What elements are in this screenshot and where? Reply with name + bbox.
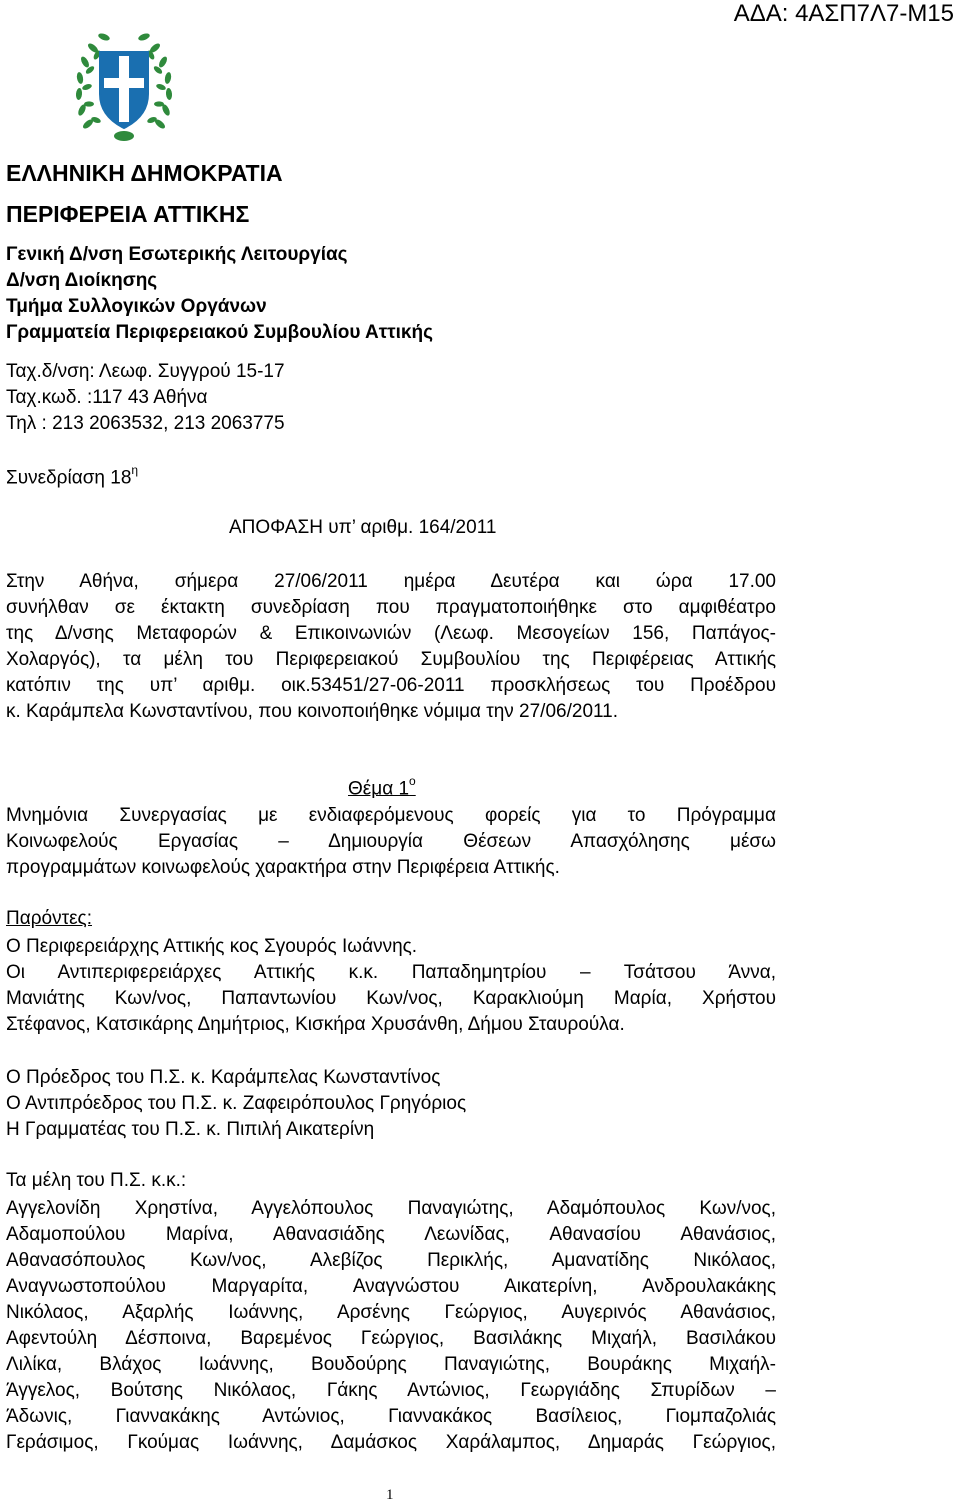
board-paragraph [6, 1065, 776, 1143]
theme-heading: Θέμα $1^o$ [348, 774, 416, 800]
ada-code: ΑΔΑ: 4ΑΣΠ7Λ7-Μ15 [733, 0, 954, 27]
theme-line: Κοινωφελούς Εργασίας – Δημιουργία Θέσεων Απασχόλησης μέσω [6, 831, 776, 852]
header-state: ΕΛΛΗΝΙΚΗ ΔΗΜΟΚΡΑΤΙΑ [6, 160, 283, 186]
page-number: 1 [386, 1487, 394, 1503]
intro-line: κατόπιν της υπ’ αριθμ. οικ.53451/27-06-2011 προσκλήσεως του Προέδρου [6, 675, 776, 696]
session-label: Συνεδρίαση $18^\eta$ [6, 463, 139, 489]
intro-line: Στην Αθήνα, σήμερα 27/06/2011 ημέρα Δευτέρα και ώρα 17.00 [6, 571, 776, 592]
board-line: Η Γραμματέας του Π.Σ. κ. Πιπιλή Αικατερίνη [6, 1119, 375, 1140]
header-dept-administration: Δ/νση Διοίκησης [6, 270, 158, 291]
theme-paragraph [6, 803, 776, 881]
header-dept-general: Γενική Δ/νση Εσωτερικής Λειτουργίας [6, 244, 348, 265]
intro-paragraph [6, 569, 776, 725]
intro-line: Χολαργός), τα μέλη του Περιφερειακού Συμβουλίου της Περιφέρειας Αττικής [6, 649, 776, 670]
members-line: Γεράσιμος, Γκούμας Ιωάννης, Δαμάσκος Χαράλαμπος, Δημαράς Γεώργιος, [6, 1432, 776, 1453]
members-line: Αδαμοπούλου Μαρίνα, Αθανασιάδης Λεωνίδας, Αθανασίου Αθανάσιος, [6, 1224, 776, 1245]
theme-line: προγραμμάτων κοινωφελούς χαρακτήρα στην Περιφέρεια Αττικής. [6, 857, 560, 878]
header-phone: Τηλ : 213 2063532, 213 2063775 [6, 413, 285, 434]
members-line: Λιλίκα, Βλάχος Ιωάννης, Βουδούρης Παναγιώτης, Βουράκης Μιχαήλ- [6, 1354, 776, 1375]
present-line: Στέφανος, Κατσικάρης Δημήτριος, Κισκήρα Χρυσάνθη, Δήμου Σταυρούλα. [6, 1014, 625, 1035]
present-paragraph [6, 934, 776, 1038]
members-line: Αφεντούλη Δέσποινα, Βαρεμένος Γεώργιος, Βασιλάκης Μιχαήλ, Βασιλάκου [6, 1328, 776, 1349]
members-line: Αναγνωστοπούλου Μαργαρίτα, Αναγνώστου Αικατερίνη, Ανδρουλακάκης [6, 1276, 776, 1297]
theme-line: Μνημόνια Συνεργασίας με ενδιαφερόμενους φορείς για το Πρόγραμμα [6, 805, 776, 826]
board-line: Ο Πρόεδρος του Π.Σ. κ. Καράμπελας Κωνσταντίνος [6, 1067, 441, 1088]
decision-title: ΑΠΟΦΑΣΗ υπ’ αριθμ. 164/2011 [229, 517, 497, 538]
members-line: Άγγελος, Βούτσης Νικόλαος, Γάκης Αντώνιος, Γεωργιάδης Σπυρίδων – [6, 1380, 776, 1401]
intro-line: της Δ/νσης Μεταφορών & Επικοινωνιών (Λεωφ. Μεσογείων 156, Παπάγος- [6, 623, 776, 644]
present-line: Ο Περιφερειάρχης Αττικής κος Σγουρός Ιωάννης. [6, 936, 418, 957]
present-line: Μανιάτης Κων/νος, Παπαντωνίου Κων/νος, Καρακλιούμη Μαρία, Χρήστου [6, 988, 776, 1009]
header-address: Ταχ.δ/νση: Λεωφ. Συγγρού 15-17 [6, 361, 285, 382]
header-dept-section: Τμήμα Συλλογικών Οργάνων [6, 296, 267, 317]
members-line: Αγγελονίδη Χρηστίνα, Αγγελόπουλος Παναγιώτης, Αδαμόπουλος Κων/νος, [6, 1198, 776, 1219]
header-region: ΠΕΡΙΦΕΡΕΙΑ ΑΤΤΙΚΗΣ [6, 201, 250, 227]
members-line: Άδωνις, Γιαννακάκης Αντώνιος, Γιαννακάκος Βασίλειος, Γιομπαζολιάς [6, 1406, 776, 1427]
present-line: Οι Αντιπεριφερειάρχες Αττικής κ.κ. Παπαδημητρίου – Τσάτσου Άννα, [6, 962, 776, 983]
header-postcode: Ταχ.κωδ. :117 43 Αθήνα [6, 387, 208, 408]
greek-coat-of-arms-icon [74, 24, 174, 152]
header-dept-secretariat: Γραμματεία Περιφερειακού Συμβουλίου Αττικής [6, 322, 434, 343]
members-label: Τα μέλη του Π.Σ. κ.κ.: [6, 1170, 187, 1191]
members-paragraph [6, 1196, 776, 1456]
intro-line: συνήλθαν σε έκτακτη συνεδρίαση που πραγματοποιήθηκε στο αμφιθέατρο [6, 597, 776, 618]
members-line: Αθανασόπουλος Κων/νος, Αλεβίζος Περικλής, Αμανατίδης Νικόλαος, [6, 1250, 776, 1271]
present-label: Παρόντες: [6, 908, 92, 929]
board-line: Ο Αντιπρόεδρος του Π.Σ. κ. Ζαφειρόπουλος Γρηγόριος [6, 1093, 467, 1114]
members-line: Νικόλαος, Αξαρλής Ιωάννης, Αρσένης Γεώργιος, Αυγερινός Αθανάσιος, [6, 1302, 776, 1323]
intro-line: κ. Καράμπελα Κωνσταντίνου, που κοινοποιήθηκε νόμιμα την 27/06/2011. [6, 701, 619, 722]
